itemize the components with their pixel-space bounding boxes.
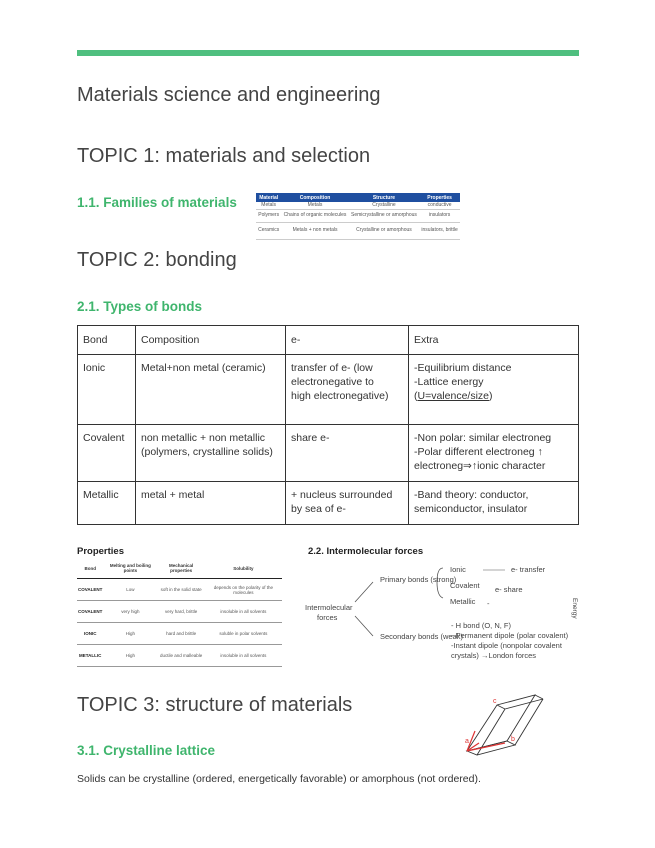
families-header: Material: [256, 193, 281, 202]
table-cell: Metals + non metals: [281, 223, 348, 240]
table-cell: insoluble in all solvents: [205, 645, 282, 667]
diagram-energy-label: Energy: [571, 598, 578, 619]
topic2-subtitle: 2.1. Types of bonds: [77, 299, 203, 314]
crystal-lattice-diagram: [455, 683, 550, 758]
properties-header: Bond: [77, 558, 103, 579]
diagram-primary-note: -: [487, 599, 490, 608]
table-cell: depends on the polarity of the molecules: [205, 579, 282, 601]
table-cell: insoluble in all solvents: [205, 601, 282, 623]
table-cell: Polymers: [256, 210, 281, 223]
table-cell: very high: [103, 601, 157, 623]
topic1-title: TOPIC 1: materials and selection: [77, 145, 371, 167]
lattice-energy-formula: U=valence/size: [417, 390, 489, 402]
table-cell: soluble in polar solvents: [205, 623, 282, 645]
properties-header: Solubility: [205, 558, 282, 579]
diagram-secondary-item: crystals) →London forces: [451, 651, 537, 660]
table-cell: conductive: [419, 202, 460, 210]
topic3-paragraph: Solids can be crystalline (ordered, energetically favorable) or amorphous (not ordered).: [77, 773, 481, 785]
diagram-primary-item: Metallic: [450, 597, 476, 606]
table-row: [256, 223, 460, 240]
bonds-table: [77, 325, 579, 525]
bond-extra: -Band theory: conductor, semiconductor, insulator: [409, 482, 579, 525]
families-table: [256, 193, 460, 240]
properties-table: [77, 558, 282, 667]
topic2-title: TOPIC 2: bonding: [77, 249, 237, 271]
lattice-label: b: [511, 736, 515, 743]
lattice-edge: [535, 695, 543, 699]
diagram-primary-item: Ionic: [450, 565, 466, 574]
diagram-secondary-item: -Instant dipole (nonpolar covalent: [451, 641, 562, 650]
bond-name: Covalent: [78, 425, 136, 482]
diagram-root-label: [305, 603, 353, 622]
bonds-header: Composition: [136, 326, 286, 355]
bond-electrons: transfer of e- (low electronegative to high electronegative): [286, 355, 409, 425]
properties-header: Mechanical properties: [157, 558, 204, 579]
diagram-primary-note: e- transfer: [511, 565, 546, 574]
table-cell: insulators: [419, 210, 460, 223]
table-cell: Crystalline: [349, 202, 419, 210]
diagram-primary-note: e- share: [495, 585, 523, 594]
page-title: Materials science and engineering: [77, 84, 381, 106]
top-accent-bar: [77, 50, 579, 56]
table-cell: High: [103, 623, 157, 645]
topic3-subtitle: 3.1. Crystalline lattice: [77, 743, 216, 758]
lattice-edge: [497, 705, 505, 709]
table-cell: Metals: [256, 202, 281, 210]
lattice-label: c: [493, 698, 497, 705]
diagram-root-text: forces: [317, 613, 338, 622]
table-row: [78, 425, 579, 482]
table-cell: ductile and malleable: [157, 645, 204, 667]
table-cell: insulators, brittle: [419, 223, 460, 240]
topic3-title: TOPIC 3: structure of materials: [77, 694, 353, 716]
bonds-header: Bond: [78, 326, 136, 355]
table-cell: COVALENT: [77, 579, 103, 601]
table-row: [77, 579, 282, 601]
diagram-connector: [355, 582, 373, 602]
table-cell: COVALENT: [77, 601, 103, 623]
bond-name: Metallic: [78, 482, 136, 525]
table-row: [256, 202, 460, 210]
table-cell: soft in the solid state: [157, 579, 204, 601]
table-cell: Chains of organic molecules: [281, 210, 348, 223]
diagram-primary-item: Covalent: [450, 581, 480, 590]
properties-heading: Properties: [77, 546, 124, 557]
bond-composition: non metallic + non metallic (polymers, crystalline solids): [136, 425, 286, 482]
table-row: [78, 482, 579, 525]
table-cell: Crystalline or amorphous: [349, 223, 419, 240]
table-row: [77, 645, 282, 667]
table-cell: Metals: [281, 202, 348, 210]
diagram-secondary-item: - Permanent dipole (polar covalent): [451, 631, 569, 640]
bond-electrons: + nucleus surrounded by sea of e-: [286, 482, 409, 525]
lattice-edge: [515, 699, 543, 745]
properties-header: Melting and boiling points: [103, 558, 157, 579]
table-cell: IONIC: [77, 623, 103, 645]
table-cell: Low: [103, 579, 157, 601]
diagram-secondary-item: - H bond (O, N, F): [451, 621, 512, 630]
bond-composition: Metal+non metal (ceramic): [136, 355, 286, 425]
diagram-primary-label: Primary bonds (strong): [380, 575, 457, 584]
diagram-connector: [355, 616, 373, 636]
diagram-root-text: Intermolecular: [305, 603, 353, 612]
table-cell: very hard, brittle: [157, 601, 204, 623]
table-row: [78, 355, 579, 425]
table-cell: Semicrystalline or amorphous: [349, 210, 419, 223]
table-cell: METALLIC: [77, 645, 103, 667]
topic1-subtitle: 1.1. Families of materials: [77, 195, 237, 210]
bonds-header: e-: [286, 326, 409, 355]
intermolecular-diagram: [305, 558, 590, 668]
lattice-label: a: [465, 738, 469, 745]
table-row: [77, 601, 282, 623]
bond-extra: -Equilibrium distance -Lattice energy (U=valence/size): [409, 355, 579, 425]
bonds-header: Extra: [409, 326, 579, 355]
table-row: [77, 623, 282, 645]
families-header: Composition: [281, 193, 348, 202]
families-header: Structure: [349, 193, 419, 202]
lattice-face: [467, 741, 515, 755]
table-cell: hard and brittle: [157, 623, 204, 645]
diagram-secondary-label: Secondary bonds (weak): [380, 632, 463, 641]
table-cell: Ceramics: [256, 223, 281, 240]
bond-name: Ionic: [78, 355, 136, 425]
table-row: [256, 210, 460, 223]
bond-extra: -Non polar: similar electroneg -Polar different electroneg ↑ electroneg⇒↑ionic character: [409, 425, 579, 482]
bond-composition: metal + metal: [136, 482, 286, 525]
families-header: Properties: [419, 193, 460, 202]
bond-extra-text: -Equilibrium distance -Lattice energy: [414, 362, 512, 388]
bond-electrons: share e-: [286, 425, 409, 482]
table-cell: High: [103, 645, 157, 667]
intermolecular-heading: 2.2. Intermolecular forces: [308, 546, 424, 557]
